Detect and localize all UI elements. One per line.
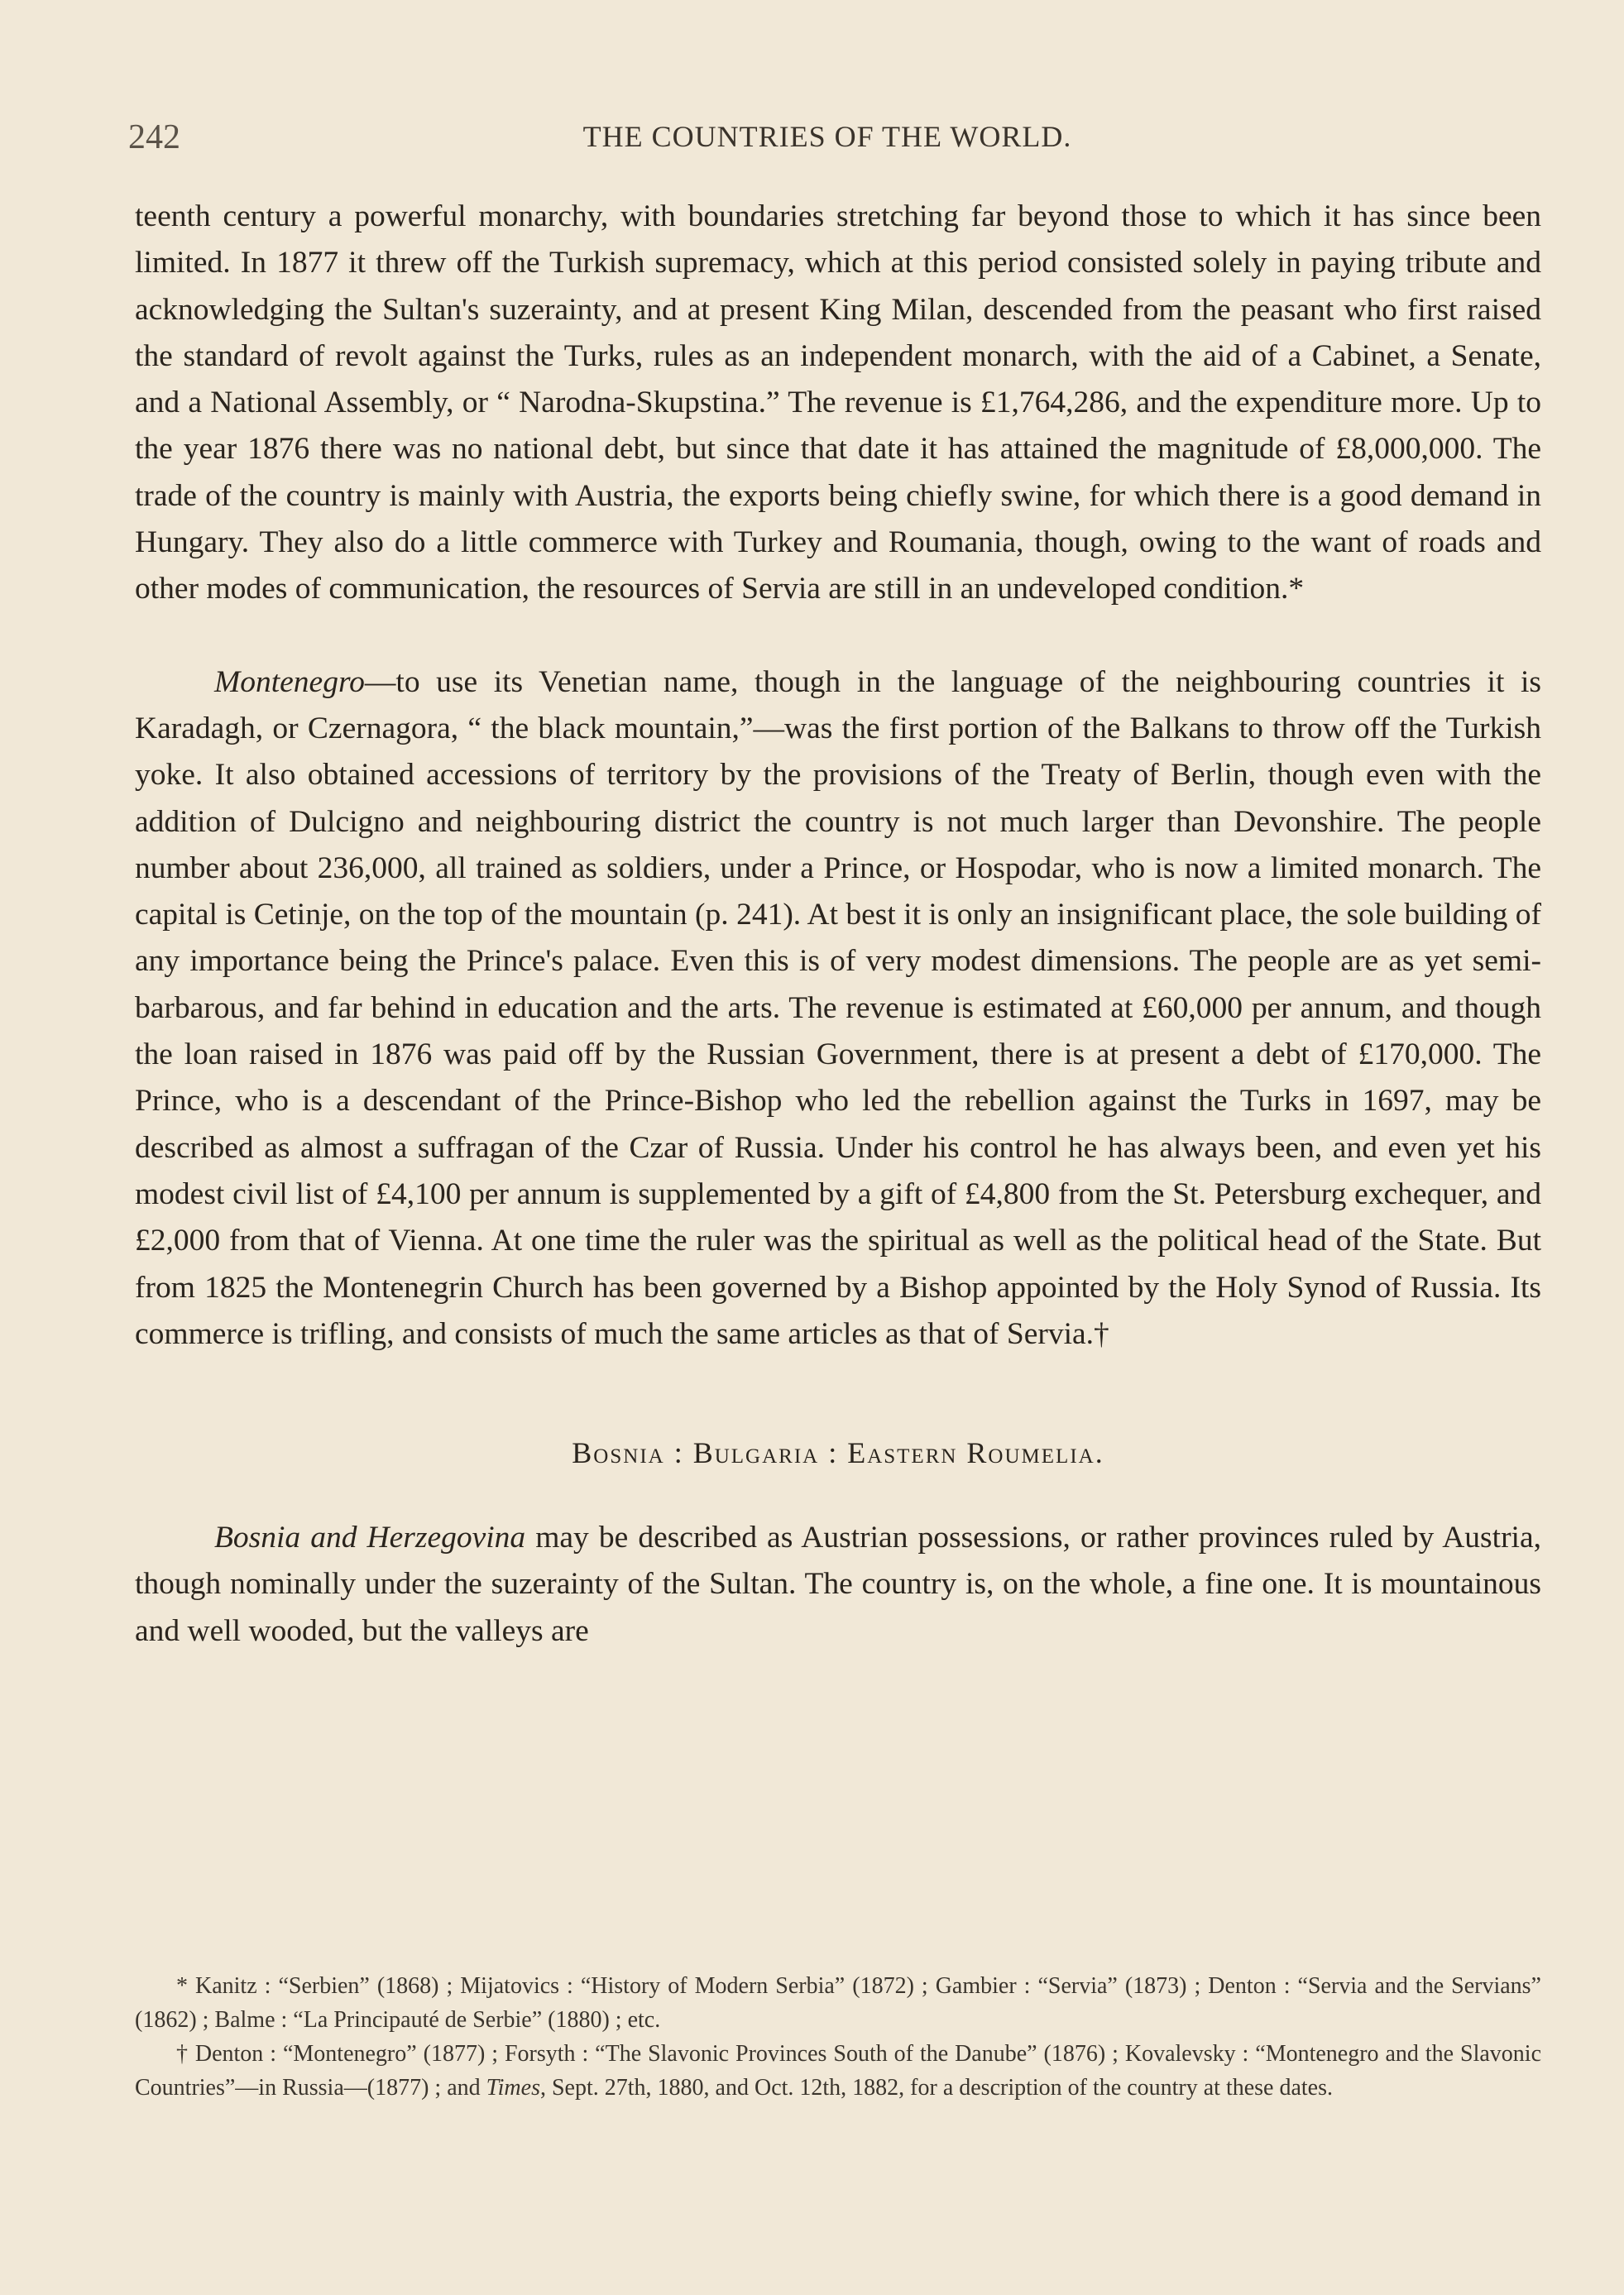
page-number: 242 xyxy=(128,118,180,156)
bosnia-lead: Bosnia and Herzegovina xyxy=(214,1521,526,1555)
running-head: THE COUNTRIES OF THE WORLD. xyxy=(582,120,1072,153)
footnote-montenegro-text: † Denton : “Montenegro” (1877) ; Forsyth : “The Slavonic Provinces South of the Danube” (1876) ; Kovalevsky : “Montenegro and the Slavonic Countries”—in Russia—(1877) ; and xyxy=(135,2041,1541,2101)
montenegro-text: —to use its Venetian name, though in the language of the neighbouring countries it is Karadagh, or Czernagora, “ the black mountain,”—was the first portion of the Balkans to throw off the Turkish yoke. It also obtained accessions of territory by the provisions of the Treaty of Berlin, though even with the addition of Dulcigno and neighbouring district the country is not much larger than Devonshire. The people number about 236,000, all trained as soldiers, under a Prince, or Hospodar, who is now a limited monarch. The capital is Cetinje, on the top of the mountain (p. 241). At best it is only an insignificant place, the sole building of any importance being the Prince's palace. Even this is of very modest dimensions. The people are as yet semi-barbarous, and far behind in education and the arts. The revenue is estimated at £60,000 per annum, and though the loan raised in 1876 was paid off by the Russian Government, there is at present a debt of £170,000. The Prince, who is a descendant of the Prince-Bishop who led the rebellion against the Turks in 1697, may be described as almost a suffragan of the Czar of Russia. Under his control he has always been, and even yet his modest civil list of £4,100 per annum is supplemented by a gift of £4,800 from the St. Petersburg exchequer, and £2,000 from that of Vienna. At one time the ruler was the spiritual as well as the political head of the State. But from 1825 the Montenegrin Church has been governed by a Bishop appointed by the Holy Synod of Russia. Its commerce is trifling, and consists of much the same articles as that of Servia.† xyxy=(135,664,1541,1351)
paragraph-bosnia xyxy=(135,1515,1541,1655)
footnotes xyxy=(135,1969,1541,2105)
paragraph-servia: teenth century a powerful monarchy, with boundaries stretching far beyond those to which it has since been limited. In 1877 it threw off the Turkish supremacy, which at this period consisted solely in paying tribute and acknowledging the Sultan's suzerainty, and at present King Milan, descended from the peasant who first raised the standard of revolt against the Turks, rules as an independent monarch, with the aid of a Cabinet, a Senate, and a National Assembly, or “ Narodna-Skupstina.” The revenue is £1,764,286, and the expenditure more. Up to the year 1876 there was no national debt, but since that date it has attained the magnitude of £8,000,000. The trade of the country is mainly with Austria, the exports being chiefly swine, for which there is a good demand in Hungary. They also do a little commerce with Turkey and Roumania, though, owing to the want of roads and other modes of communication, the resources of Servia are still in an undeveloped condition.* xyxy=(135,199,1541,606)
footnote-servia: * Kanitz : “Serbien” (1868) ; Mijatovics : “History of Modern Serbia” (1872) ; Gambier : “Servia” (1873) ; Denton : “Servia and the Servians” (1862) ; Balme : “La Principauté de Serbie” (1880) ; etc. xyxy=(135,1973,1541,2033)
body-text xyxy=(135,194,1541,1655)
page-header xyxy=(124,117,1531,159)
bosnia-text: may be described as Austrian possessions, or rather provinces ruled by Austria, though nominally under the suzerainty of the Sultan. The country is, on the whole, a fine one. It is mountainous and well wooded, but the valleys are xyxy=(135,1521,1541,1648)
footnote-times: Times xyxy=(486,2075,540,2101)
footnote-montenegro-end: , Sept. 27th, 1880, and Oct. 12th, 1882, for a description of the country at these dates. xyxy=(539,2075,1333,2101)
footnote-montenegro xyxy=(135,2037,1541,2105)
montenegro-lead: Montenegro xyxy=(214,664,365,699)
paragraph-montenegro xyxy=(135,659,1541,1358)
section-heading: Bosnia : Bulgaria : Eastern Roumelia. xyxy=(572,1436,1104,1470)
